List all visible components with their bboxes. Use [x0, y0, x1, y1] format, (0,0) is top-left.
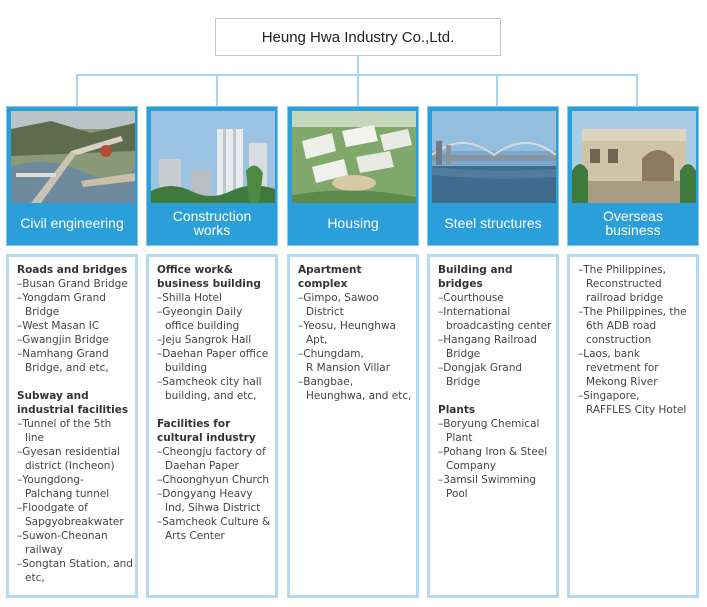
list-item: –Samcheok city hall building, and etc,: [157, 376, 262, 402]
list-item: –Hangang Railroad Bridge: [438, 334, 537, 360]
list-item: –Gyesan residential district (Incheon): [17, 446, 121, 472]
list-item: –Bangbae, Heunghwa, and etc,: [298, 376, 412, 402]
list-item: –Songtan Station, and etc,: [17, 558, 133, 584]
list-item: –Daehan Paper office building: [157, 348, 269, 374]
list-item: –Tunnel of the 5th line: [17, 418, 112, 444]
overseas-business-list: [567, 254, 699, 598]
roads-and-bridges-section: [17, 263, 133, 375]
civil-engineering-list: [6, 254, 138, 598]
list-item: –Gyeongin Daily office building: [157, 306, 243, 332]
office-towers-photo: [151, 111, 275, 203]
column-title: Steel structures: [444, 215, 542, 231]
buildings-bridges-section: [438, 263, 554, 389]
construction-works-header: [146, 106, 278, 246]
list-item: –Busan Grand Bridge: [17, 278, 128, 290]
plants-section: [438, 403, 554, 501]
list-item: –Singapore, RAFFLES City Hotel: [578, 390, 687, 416]
steel-structures-header: [427, 106, 559, 246]
list-item: –Yeosu, Heunghwa Apt,: [298, 320, 396, 346]
list-item: –Shilla Hotel: [157, 292, 222, 304]
steel-structures-list: [427, 254, 559, 598]
construction-works-list: [146, 254, 278, 598]
section-heading: Plants: [438, 404, 476, 416]
housing-header: [287, 106, 419, 246]
section-heading: Subway and industrial facilities: [17, 390, 129, 416]
section-heading: Facilities for cultural industry: [157, 418, 256, 444]
section-heading: Building and bridges: [438, 264, 513, 290]
section-heading: Roads and bridges: [17, 264, 128, 276]
civil-engineering-header: [6, 106, 138, 246]
apartment-complex-photo: [292, 111, 416, 203]
list-item: –Pohang Iron & Steel Company: [438, 446, 548, 472]
overseas-projects-section: [578, 263, 694, 417]
steel-bridge-photo: [432, 111, 556, 203]
subway-industrial-section: [17, 389, 133, 585]
column-title: Housing: [327, 215, 379, 231]
list-item: –Jeju Sangrok Hall: [157, 334, 252, 346]
list-item: –Namhang Grand Bridge, and etc,: [17, 348, 109, 374]
list-item: –Floodgate of Sapgyobreakwater: [17, 502, 124, 528]
section-heading: Apartment complex: [298, 264, 362, 290]
list-item: –Yongdam Grand Bridge: [17, 292, 106, 318]
cultural-facilities-section: [157, 417, 273, 543]
list-item: –Chungdam, R Mansion Villar: [298, 348, 391, 374]
housing-list: [287, 254, 419, 598]
list-item: –Samcheok Culture & Arts Center: [157, 516, 271, 542]
arched-gate-photo: [572, 111, 696, 203]
company-title: Heung Hwa Industry Co.,Ltd.: [261, 28, 455, 46]
org-connector-lines: [0, 0, 707, 110]
list-item: –Cheongju factory of Daehan Paper: [157, 446, 266, 472]
list-item: –West Masan IC: [17, 320, 100, 332]
overseas-business-header: [567, 106, 699, 246]
column-title: Overseas business: [603, 208, 663, 238]
list-item: –Laos, bank revetment for Mekong River: [578, 348, 659, 388]
list-item: –Courthouse: [438, 292, 504, 304]
list-item: –International broadcasting center: [438, 306, 552, 332]
list-item: –The Philippines, Reconstructed railroad bridge: [578, 264, 667, 304]
list-item: –Gimpo, Sawoo District: [298, 292, 379, 318]
list-item: –3amsil Swimming Pool: [438, 474, 537, 500]
list-item: –Boryung Chemical Plant: [438, 418, 540, 444]
list-item: –Youngdong- Palchang tunnel: [17, 474, 110, 500]
section-heading: Office work& business building: [157, 264, 261, 290]
list-item: –Dongjak Grand Bridge: [438, 362, 523, 388]
aerial-bridge-photo: [11, 111, 135, 203]
office-business-section: [157, 263, 273, 403]
list-item: –Choonghyun Church: [157, 474, 270, 486]
column-title: Civil engineering: [20, 215, 124, 231]
list-item: –Suwon-Cheonan railway: [17, 530, 108, 556]
list-item: –Dongyang Heavy Ind, Sihwa District: [157, 488, 261, 514]
list-item: –Gwangjin Bridge: [17, 334, 109, 346]
column-title: Construction works: [172, 208, 252, 238]
list-item: –The Philippines, the 6th ADB road construction: [578, 306, 687, 346]
apartment-complex-section: [298, 263, 414, 403]
